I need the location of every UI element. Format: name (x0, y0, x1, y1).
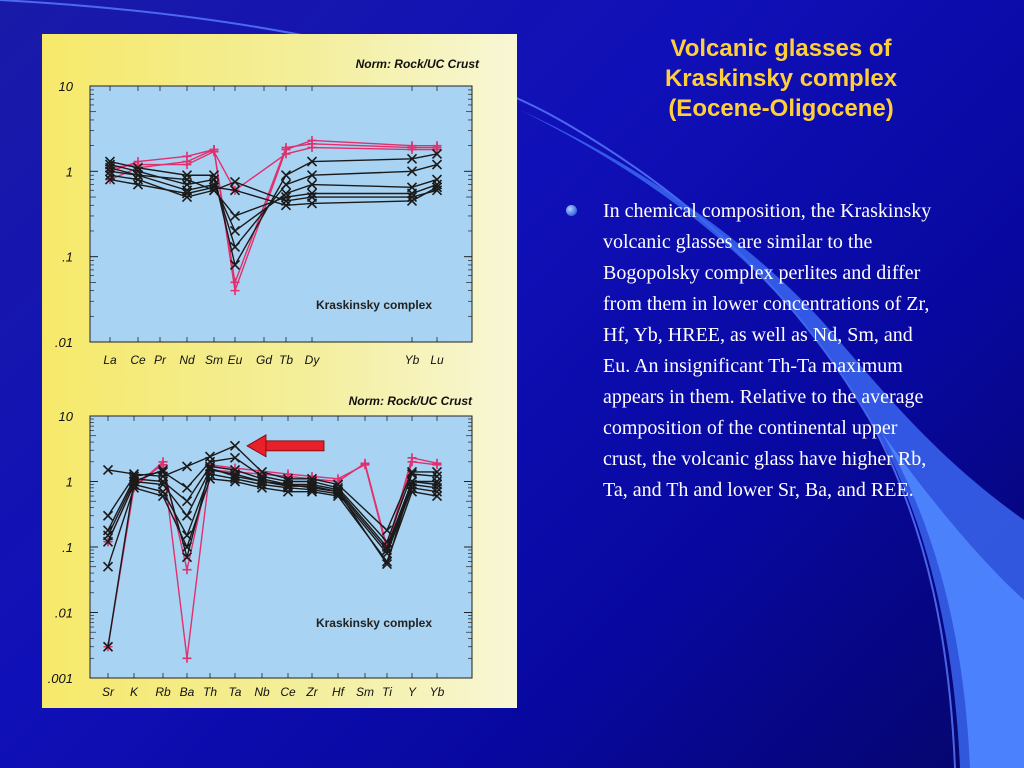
bullet-text: In chemical composition, the Kraskinsky volcanic glasses are similar to the Bogopolsky complex perlites and differ from them in lower concentrations of Zr, Hf, Yb, HREE, as well as Nd, Sm, and Eu. An insignificant Th-Ta maximum appears in them. Relative to the average composition of the continental upper crust, the volcanic glass have higher Rb, Ta, and Th and lower Sr, Ba, and REE. (603, 200, 932, 501)
figure-panel (42, 34, 517, 708)
annotation: Kraskinsky complex (315, 298, 432, 312)
x-tick-label: Nb (254, 685, 270, 699)
x-tick-label: Gd (255, 353, 273, 367)
y-tick-label: 10 (58, 409, 73, 424)
y-tick-label: .1 (62, 249, 73, 265)
x-tick-label: Zr (306, 685, 318, 699)
x-tick-label: Pr (154, 353, 166, 367)
x-tick-label: Ce (130, 353, 146, 367)
bullet-dot-icon (566, 205, 577, 216)
x-tick-label: Eu (227, 353, 243, 367)
y-tick-label: .1 (62, 540, 73, 555)
x-tick-label: Y (407, 685, 417, 699)
x-tick-label: Ti (382, 685, 392, 699)
x-tick-label: Ba (179, 685, 195, 699)
norm-label: Norm: Rock/UC Crust (355, 57, 479, 71)
x-tick-label: La (103, 353, 117, 367)
x-tick-label: Tb (278, 353, 294, 367)
y-tick-label: 1 (65, 474, 73, 490)
x-tick-label: Sr (102, 685, 114, 699)
title-line-3: (Eocene-Oligocene) (668, 95, 894, 122)
y-tick-label: 10 (58, 79, 73, 94)
plot-area (90, 416, 472, 678)
x-tick-label: K (129, 685, 139, 699)
x-tick-label: Yb (404, 353, 420, 367)
arrow-icon-shaft (264, 441, 324, 451)
chart-1 (55, 57, 480, 367)
x-tick-label: Sm (356, 685, 374, 699)
x-tick-label: Th (202, 685, 218, 699)
x-tick-label: Nd (179, 353, 195, 367)
x-tick-label: Rb (155, 685, 171, 699)
x-tick-label: Dy (304, 353, 320, 367)
x-tick-label: Hf (332, 685, 344, 699)
title-line-1: Volcanic glasses of (670, 35, 892, 62)
y-tick-label: 1 (65, 164, 73, 180)
spider-diagrams (42, 34, 517, 708)
title-line-2: Kraskinsky complex (664, 65, 898, 92)
chart-2 (48, 394, 473, 699)
y-tick-label: .01 (54, 605, 73, 621)
x-tick-label: Ce (280, 685, 296, 699)
y-tick-label: .001 (47, 671, 73, 686)
annotation: Kraskinsky complex (315, 616, 432, 630)
x-tick-label: Ta (228, 685, 242, 699)
x-tick-label: Sm (205, 353, 223, 367)
norm-label: Norm: Rock/UC Crust (348, 394, 472, 408)
y-tick-label: .01 (54, 335, 73, 350)
slide-title (600, 34, 962, 124)
x-tick-label: Lu (430, 353, 444, 367)
x-tick-label: Yb (429, 685, 445, 699)
